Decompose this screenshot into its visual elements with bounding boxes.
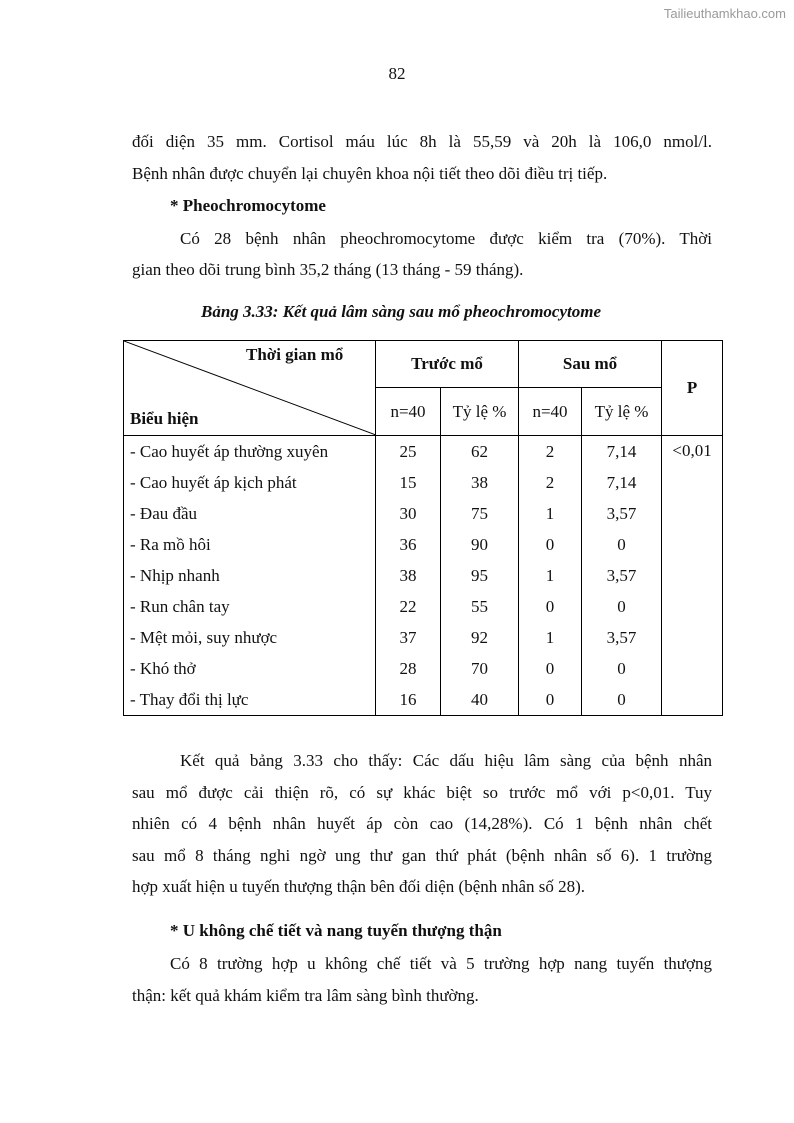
cell-n-after: 0 <box>519 653 582 684</box>
paragraph-line: sau mổ 8 tháng nghi ngờ ung thư gan thứ phát (bệnh nhân số 6). 1 trường <box>132 846 712 865</box>
row-label: - Thay đổi thị lực <box>124 684 376 716</box>
row-label: - Nhịp nhanh <box>124 560 376 591</box>
page-number: 82 <box>388 64 406 83</box>
table-row <box>124 498 723 529</box>
cell-pct-before: 62 <box>441 436 519 468</box>
cell-pct-before: 70 <box>441 653 519 684</box>
cell-n-after: 2 <box>519 467 582 498</box>
cell-p-value: <0,01 <box>662 436 723 716</box>
results-table <box>123 340 723 716</box>
cell-n-after: 0 <box>519 591 582 622</box>
table-row <box>124 529 723 560</box>
row-label: - Khó thở <box>124 653 376 684</box>
paragraph-line: đối diện 35 mm. Cortisol máu lúc 8h là 55,59 và 20h là 106,0 nmol/l. <box>132 132 712 151</box>
cell-n-after: 1 <box>519 560 582 591</box>
table-row <box>124 467 723 498</box>
paragraph-line: gian theo dõi trung bình 35,2 tháng (13 tháng - 59 tháng). <box>132 260 524 279</box>
cell-pct-before: 92 <box>441 622 519 653</box>
paragraph-line: Có 8 trường hợp u không chế tiết và 5 trường hợp nang tuyến thượng <box>170 954 712 973</box>
row-label: - Ra mồ hôi <box>124 529 376 560</box>
section-heading: * U không chế tiết và nang tuyến thượng thận <box>170 921 502 940</box>
table-row <box>124 591 723 622</box>
cell-n-before: 25 <box>376 436 441 468</box>
header-before-surgery: Trước mổ <box>376 341 519 388</box>
subheader-n-after: n=40 <box>519 388 582 436</box>
cell-n-before: 38 <box>376 560 441 591</box>
cell-pct-after: 3,57 <box>582 560 662 591</box>
cell-n-before: 37 <box>376 622 441 653</box>
paragraph-line: Bệnh nhân được chuyển lại chuyên khoa nội tiết theo dõi điều trị tiếp. <box>132 164 608 183</box>
paragraph-line: Có 28 bệnh nhân pheochromocytome được kiểm tra (70%). Thời <box>180 229 712 248</box>
cell-pct-after: 7,14 <box>582 436 662 468</box>
subheader-pct-before: Tỷ lệ % <box>441 388 519 436</box>
section-heading: * Pheochromocytome <box>170 196 326 215</box>
cell-n-before: 16 <box>376 684 441 716</box>
table-corner-header <box>124 341 376 436</box>
table-row <box>124 684 723 716</box>
cell-pct-before: 95 <box>441 560 519 591</box>
cell-n-after: 2 <box>519 436 582 468</box>
header-after-surgery: Sau mổ <box>519 341 662 388</box>
paragraph-line: Kết quả bảng 3.33 cho thấy: Các dấu hiệu lâm sàng của bệnh nhân <box>180 751 712 770</box>
row-label: - Mệt mỏi, suy nhược <box>124 622 376 653</box>
row-label: - Cao huyết áp kịch phát <box>124 467 376 498</box>
paragraph-line: hợp xuất hiện u tuyến thượng thận bên đối diện (bệnh nhân số 28). <box>132 877 586 896</box>
corner-label-symptom: Biểu hiện <box>130 409 199 428</box>
cell-pct-after: 3,57 <box>582 622 662 653</box>
cell-pct-before: 38 <box>441 467 519 498</box>
cell-n-before: 15 <box>376 467 441 498</box>
cell-n-after: 0 <box>519 684 582 716</box>
cell-n-after: 0 <box>519 529 582 560</box>
cell-n-before: 30 <box>376 498 441 529</box>
cell-pct-after: 0 <box>582 591 662 622</box>
watermark: Tailieuthamkhao.com <box>663 6 786 21</box>
paragraph-line: thận: kết quả khám kiểm tra lâm sàng bình thường. <box>132 986 479 1005</box>
paragraph-line: nhiên có 4 bệnh nhân huyết áp còn cao (14,28%). Có 1 bệnh nhân chết <box>132 814 712 833</box>
paragraph-line: sau mổ được cải thiện rõ, có sự khác biệt so trước mổ với p<0,01. Tuy <box>132 783 712 802</box>
cell-pct-after: 0 <box>582 653 662 684</box>
cell-n-after: 1 <box>519 622 582 653</box>
cell-n-after: 1 <box>519 498 582 529</box>
corner-label-time: Thời gian mổ <box>246 345 344 364</box>
cell-n-before: 28 <box>376 653 441 684</box>
table-row <box>124 560 723 591</box>
row-label: - Cao huyết áp thường xuyên <box>124 436 376 468</box>
cell-pct-after: 0 <box>582 529 662 560</box>
header-p: P <box>662 341 723 436</box>
table-caption: Bảng 3.33: Kết quả lâm sàng sau mổ pheochromocytome <box>201 302 601 321</box>
table-row <box>124 653 723 684</box>
cell-pct-before: 75 <box>441 498 519 529</box>
cell-n-before: 36 <box>376 529 441 560</box>
cell-pct-after: 3,57 <box>582 498 662 529</box>
cell-pct-after: 0 <box>582 684 662 716</box>
cell-pct-before: 90 <box>441 529 519 560</box>
cell-pct-after: 7,14 <box>582 467 662 498</box>
row-label: - Run chân tay <box>124 591 376 622</box>
subheader-n-before: n=40 <box>376 388 441 436</box>
cell-pct-before: 55 <box>441 591 519 622</box>
table-row <box>124 622 723 653</box>
subheader-pct-after: Tỷ lệ % <box>582 388 662 436</box>
cell-pct-before: 40 <box>441 684 519 716</box>
cell-n-before: 22 <box>376 591 441 622</box>
table-row <box>124 436 723 468</box>
row-label: - Đau đầu <box>124 498 376 529</box>
